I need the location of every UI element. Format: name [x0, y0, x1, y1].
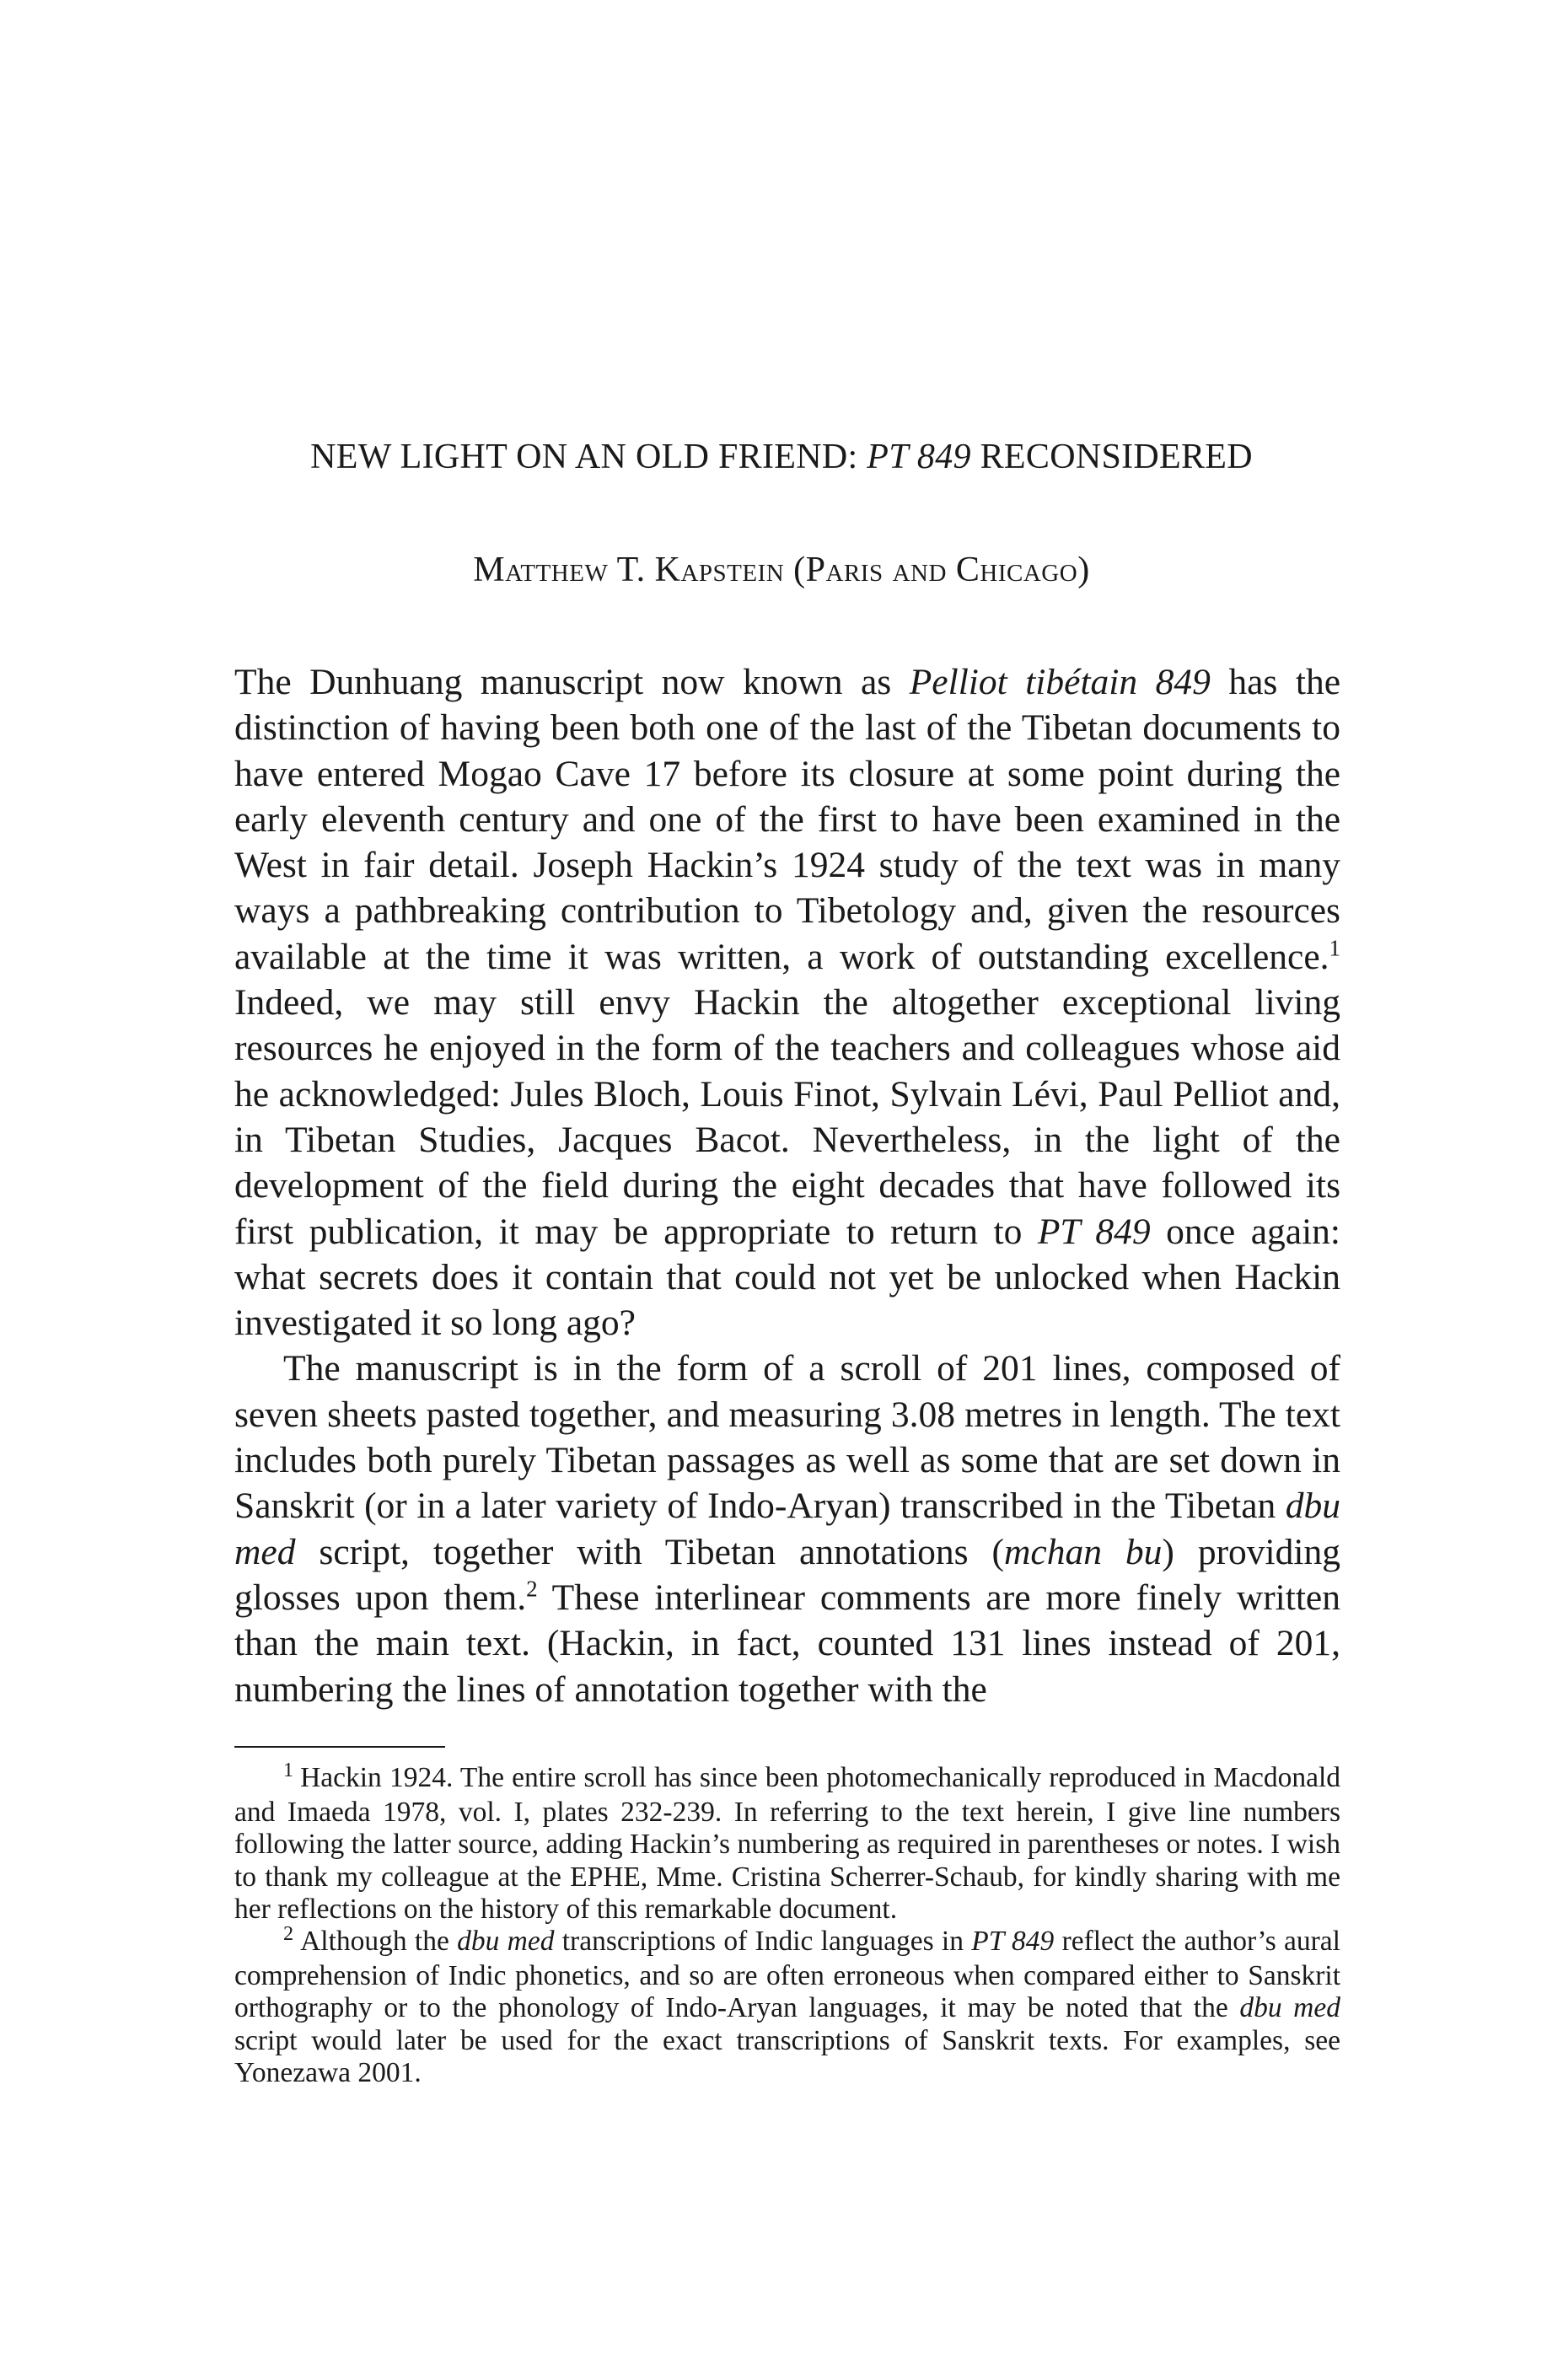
p2-text: ) providing glosses upon them. [234, 1531, 1340, 1618]
p2-italic-dbu-med: dbu med [234, 1485, 1340, 1572]
fn2-text: Although the [300, 1926, 458, 1958]
article-title [0, 437, 1563, 477]
footnote-2-number: 2 [283, 1922, 294, 1945]
title-text-pre: NEW LIGHT ON AN OLD FRIEND: [310, 438, 867, 476]
fn2-text: script would later be used for the exact transcriptions of Sanskrit texts. For examples, see Yonezawa 2001. [234, 2024, 1340, 2088]
footnote-separator [234, 1746, 445, 1748]
p2-text: These interlinear comments are more finely written than the main text. (Hackin, in fact, counted 131 lines instead of 201, numbering the lines of annotation together with the [234, 1577, 1340, 1710]
footnote-ref-2[interactable]: 2 [526, 1576, 538, 1602]
p2-text: The manuscript is in the form of a scroll of 201 lines, composed of seven sheets pasted together, and measuring 3.08 metres in length. The text includes both purely Tibetan passages as well as some that are set down in Sanskrit (or in a later variety of Indo-Aryan) transcribed in the Tibetan [234, 1348, 1340, 1527]
p2-italic-mchan-bu: mchan bu [1004, 1531, 1163, 1572]
fn2-italic-dbu-med: dbu med [457, 1926, 555, 1958]
p1-italic-title: Pelliot tibétain 849 [909, 662, 1211, 702]
title-text-italic: PT 849 [867, 438, 971, 476]
fn2-text: transcriptions of Indic languages in [554, 1926, 972, 1958]
body-text [234, 659, 1340, 1712]
p1-text: Indeed, we may still envy Hackin the altogether exceptional living resources he enjoyed in the form of the teachers and colleagues whose aid he acknowledged: Jules Bloch, Louis Finot, Sylvain Lévi, Paul Pelliot and, in Tibetan Studies, Jacques Bacot. Nevertheless, in the light of the development of the field during the eight decades that have followed its first publication, it may be appropriate to return to [234, 982, 1340, 1252]
p1-text: has the distinction of having been both one of the last of the Tibetan documents to have entered Mogao Cave 17 before its closure at some point during the early eleventh century and one of the first to have been examined in the West in fair detail. Joseph Hackin’s 1924 study of the text was in many ways a pathbreaking contribution to Tibetology and, given the resources available at the time it was written, a work of outstanding excellence. [234, 662, 1341, 977]
paragraph-2 [234, 1346, 1340, 1711]
p2-text: script, together with Tibetan annotations ( [295, 1531, 1004, 1572]
author-byline: Matthew T. Kapstein (Paris and Chicago) [473, 551, 1090, 589]
p1-text: The Dunhuang manuscript now known as [234, 662, 910, 702]
paragraph-1 [234, 659, 1340, 1346]
footnotes [234, 1759, 1340, 2089]
p1-italic-pt849: PT 849 [1037, 1211, 1151, 1252]
footnote-1-number: 1 [283, 1759, 294, 1781]
p1-text: once again: what secrets does it contain that could not yet be unlocked when Hackin investigated it so long ago? [234, 1211, 1340, 1344]
fn2-text: reflect the author’s aural comprehension of Indic phonetics, and so are often erroneous when compared either to Sanskrit orthography or to the phonology of Indo-Aryan languages, it may be noted that the [234, 1926, 1340, 2024]
title-text-post: RECONSIDERED [970, 438, 1253, 476]
footnote-ref-1[interactable]: 1 [1329, 935, 1340, 961]
fn2-italic-dbu-med: dbu med [1239, 1992, 1340, 2024]
fn2-italic-pt849: PT 849 [971, 1926, 1055, 1958]
footnote-2 [234, 1922, 1340, 2089]
footnote-1-text: Hackin 1924. The entire scroll has since been photomechanically reproduced in Macdonald and Imaeda 1978, vol. I, plates 232-239. In referring to the text herein, I give line numbers following the latter source, adding Hackin’s numbering as required in parentheses or notes. I wish to thank my colleague at the EPHE, Mme. Cristina Scherrer-Schaub, for kindly sharing with me her reflections on the history of this remarkable document. [234, 1762, 1340, 1925]
footnote-1 [234, 1759, 1340, 1926]
